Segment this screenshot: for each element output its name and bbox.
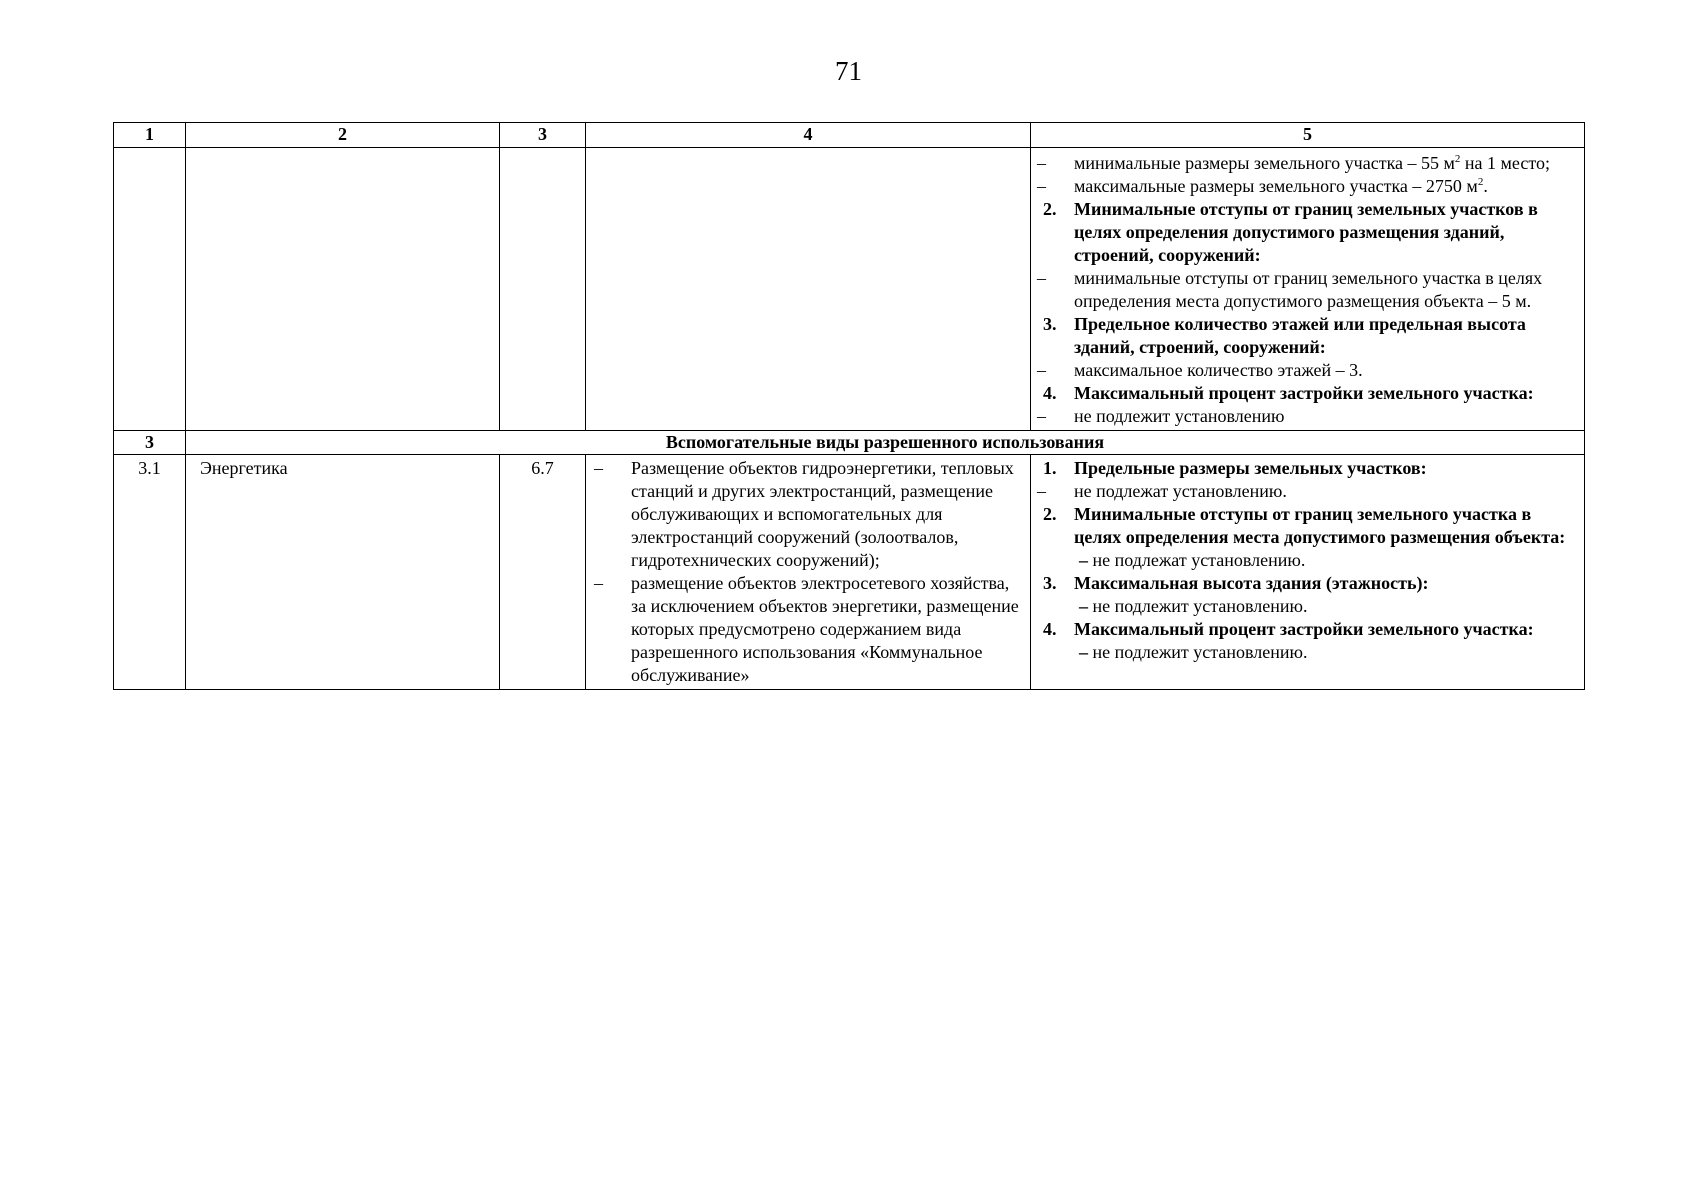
empty-cell [114, 148, 186, 431]
list-item [1037, 405, 1578, 428]
list-item-text: размещение объектов электросетевого хозяйства, за исключением объектов энергетики, размещение которых предусмотрено содержанием вида разрешенного использования «Коммунальное обслуживание» [631, 573, 1019, 685]
numbered-item [1037, 198, 1578, 267]
item-heading: Предельное количество этажей или предельная высота зданий, строений, сооружений: [1074, 314, 1526, 357]
numbered-item [1037, 572, 1578, 595]
list-item-text: минимальные размеры земельного участка – 55 м [1074, 153, 1455, 173]
dash-marker: – [594, 458, 603, 478]
dash-marker: – [1037, 360, 1046, 380]
list-item-text: не подлежит установлению. [1092, 642, 1308, 662]
list-item [1037, 480, 1578, 503]
page-number: 71 [835, 56, 862, 86]
item-heading: Максимальный процент застройки земельного участка: [1074, 619, 1534, 639]
regulations-table [113, 122, 1585, 690]
item-number: 3. [1043, 573, 1057, 593]
list-item-text: максимальные размеры земельного участка – 2750 м [1074, 176, 1478, 196]
item-number: 1. [1043, 458, 1057, 478]
list-item [1037, 549, 1578, 572]
list-item-text: не подлежит установлению [1074, 406, 1285, 426]
use-code: 6.7 [500, 455, 586, 690]
numbered-item [1037, 618, 1578, 641]
list-item-tail: . [1483, 176, 1488, 196]
list-item [1037, 595, 1578, 618]
empty-cell [186, 148, 500, 431]
table-row [114, 455, 1585, 690]
list-item-text: не подлежат установлению. [1092, 550, 1306, 570]
item-heading: Максимальный процент застройки земельного участка: [1074, 383, 1534, 403]
dash-marker: – [1037, 481, 1046, 501]
dash-marker: – [1079, 642, 1093, 662]
item-number: 3. [1043, 314, 1057, 334]
item-heading: Предельные размеры земельных участков: [1074, 458, 1427, 478]
item-heading: Минимальные отступы от границ земельных участков в целях определения допустимого размещения зданий, строений, сооружений: [1074, 199, 1538, 265]
parameters-cell [1031, 455, 1585, 690]
superscript: 2 [1477, 176, 1484, 188]
list-item [594, 572, 1024, 687]
empty-cell [500, 148, 586, 431]
numbered-item [1037, 382, 1578, 405]
dash-marker: – [1037, 268, 1046, 288]
dash-marker: – [594, 573, 603, 593]
numbered-item [1037, 313, 1578, 359]
dash-marker: – [1079, 550, 1093, 570]
list-item-tail: на 1 место; [1460, 153, 1550, 173]
dash-marker: – [1079, 596, 1093, 616]
header-cell: 1 [114, 123, 186, 148]
list-item [1037, 641, 1578, 664]
empty-cell [586, 148, 1031, 431]
header-cell: 2 [186, 123, 500, 148]
list-item [1037, 267, 1578, 313]
list-item-text: не подлежит установлению. [1092, 596, 1308, 616]
header-cell: 4 [586, 123, 1031, 148]
section-title: Вспомогательные виды разрешенного использования [186, 431, 1585, 455]
list-item [1037, 175, 1578, 198]
list-item-text: минимальные отступы от границ земельного участка в целях определения места допустимого размещения объекта – 5 м. [1074, 268, 1543, 311]
list-item-text: максимальное количество этажей – 3. [1074, 360, 1363, 380]
item-number: 2. [1043, 199, 1057, 219]
section-number: 3 [114, 431, 186, 455]
parameters-cell [1031, 148, 1585, 431]
list-item-text: не подлежат установлению. [1074, 481, 1287, 501]
header-cell: 5 [1031, 123, 1585, 148]
row-number: 3.1 [114, 455, 186, 690]
dash-marker: – [1037, 406, 1046, 426]
table-row-continuation [114, 148, 1585, 431]
list-item-text: Размещение объектов гидроэнергетики, тепловых станций и других электростанций, размещение обслуживающих и вспомогательных для электростанций сооружений (золоотвалов, гидротехнических сооружений); [631, 458, 1014, 570]
header-row [114, 123, 1585, 148]
list-item [1037, 152, 1578, 175]
item-number: 4. [1043, 619, 1057, 639]
section-row [114, 431, 1585, 455]
use-description-cell [586, 455, 1031, 690]
superscript: 2 [1454, 153, 1461, 165]
numbered-item [1037, 503, 1578, 549]
item-heading: Минимальные отступы от границ земельного участка в целях определения места допустимого размещения объекта: [1074, 504, 1566, 547]
numbered-item [1037, 457, 1578, 480]
list-item [594, 457, 1024, 572]
item-number: 2. [1043, 504, 1057, 524]
item-number: 4. [1043, 383, 1057, 403]
dash-marker: – [1037, 176, 1046, 196]
item-heading: Максимальная высота здания (этажность): [1074, 573, 1429, 593]
use-name: Энергетика [186, 455, 500, 690]
header-cell: 3 [500, 123, 586, 148]
dash-marker: – [1037, 153, 1046, 173]
list-item [1037, 359, 1578, 382]
